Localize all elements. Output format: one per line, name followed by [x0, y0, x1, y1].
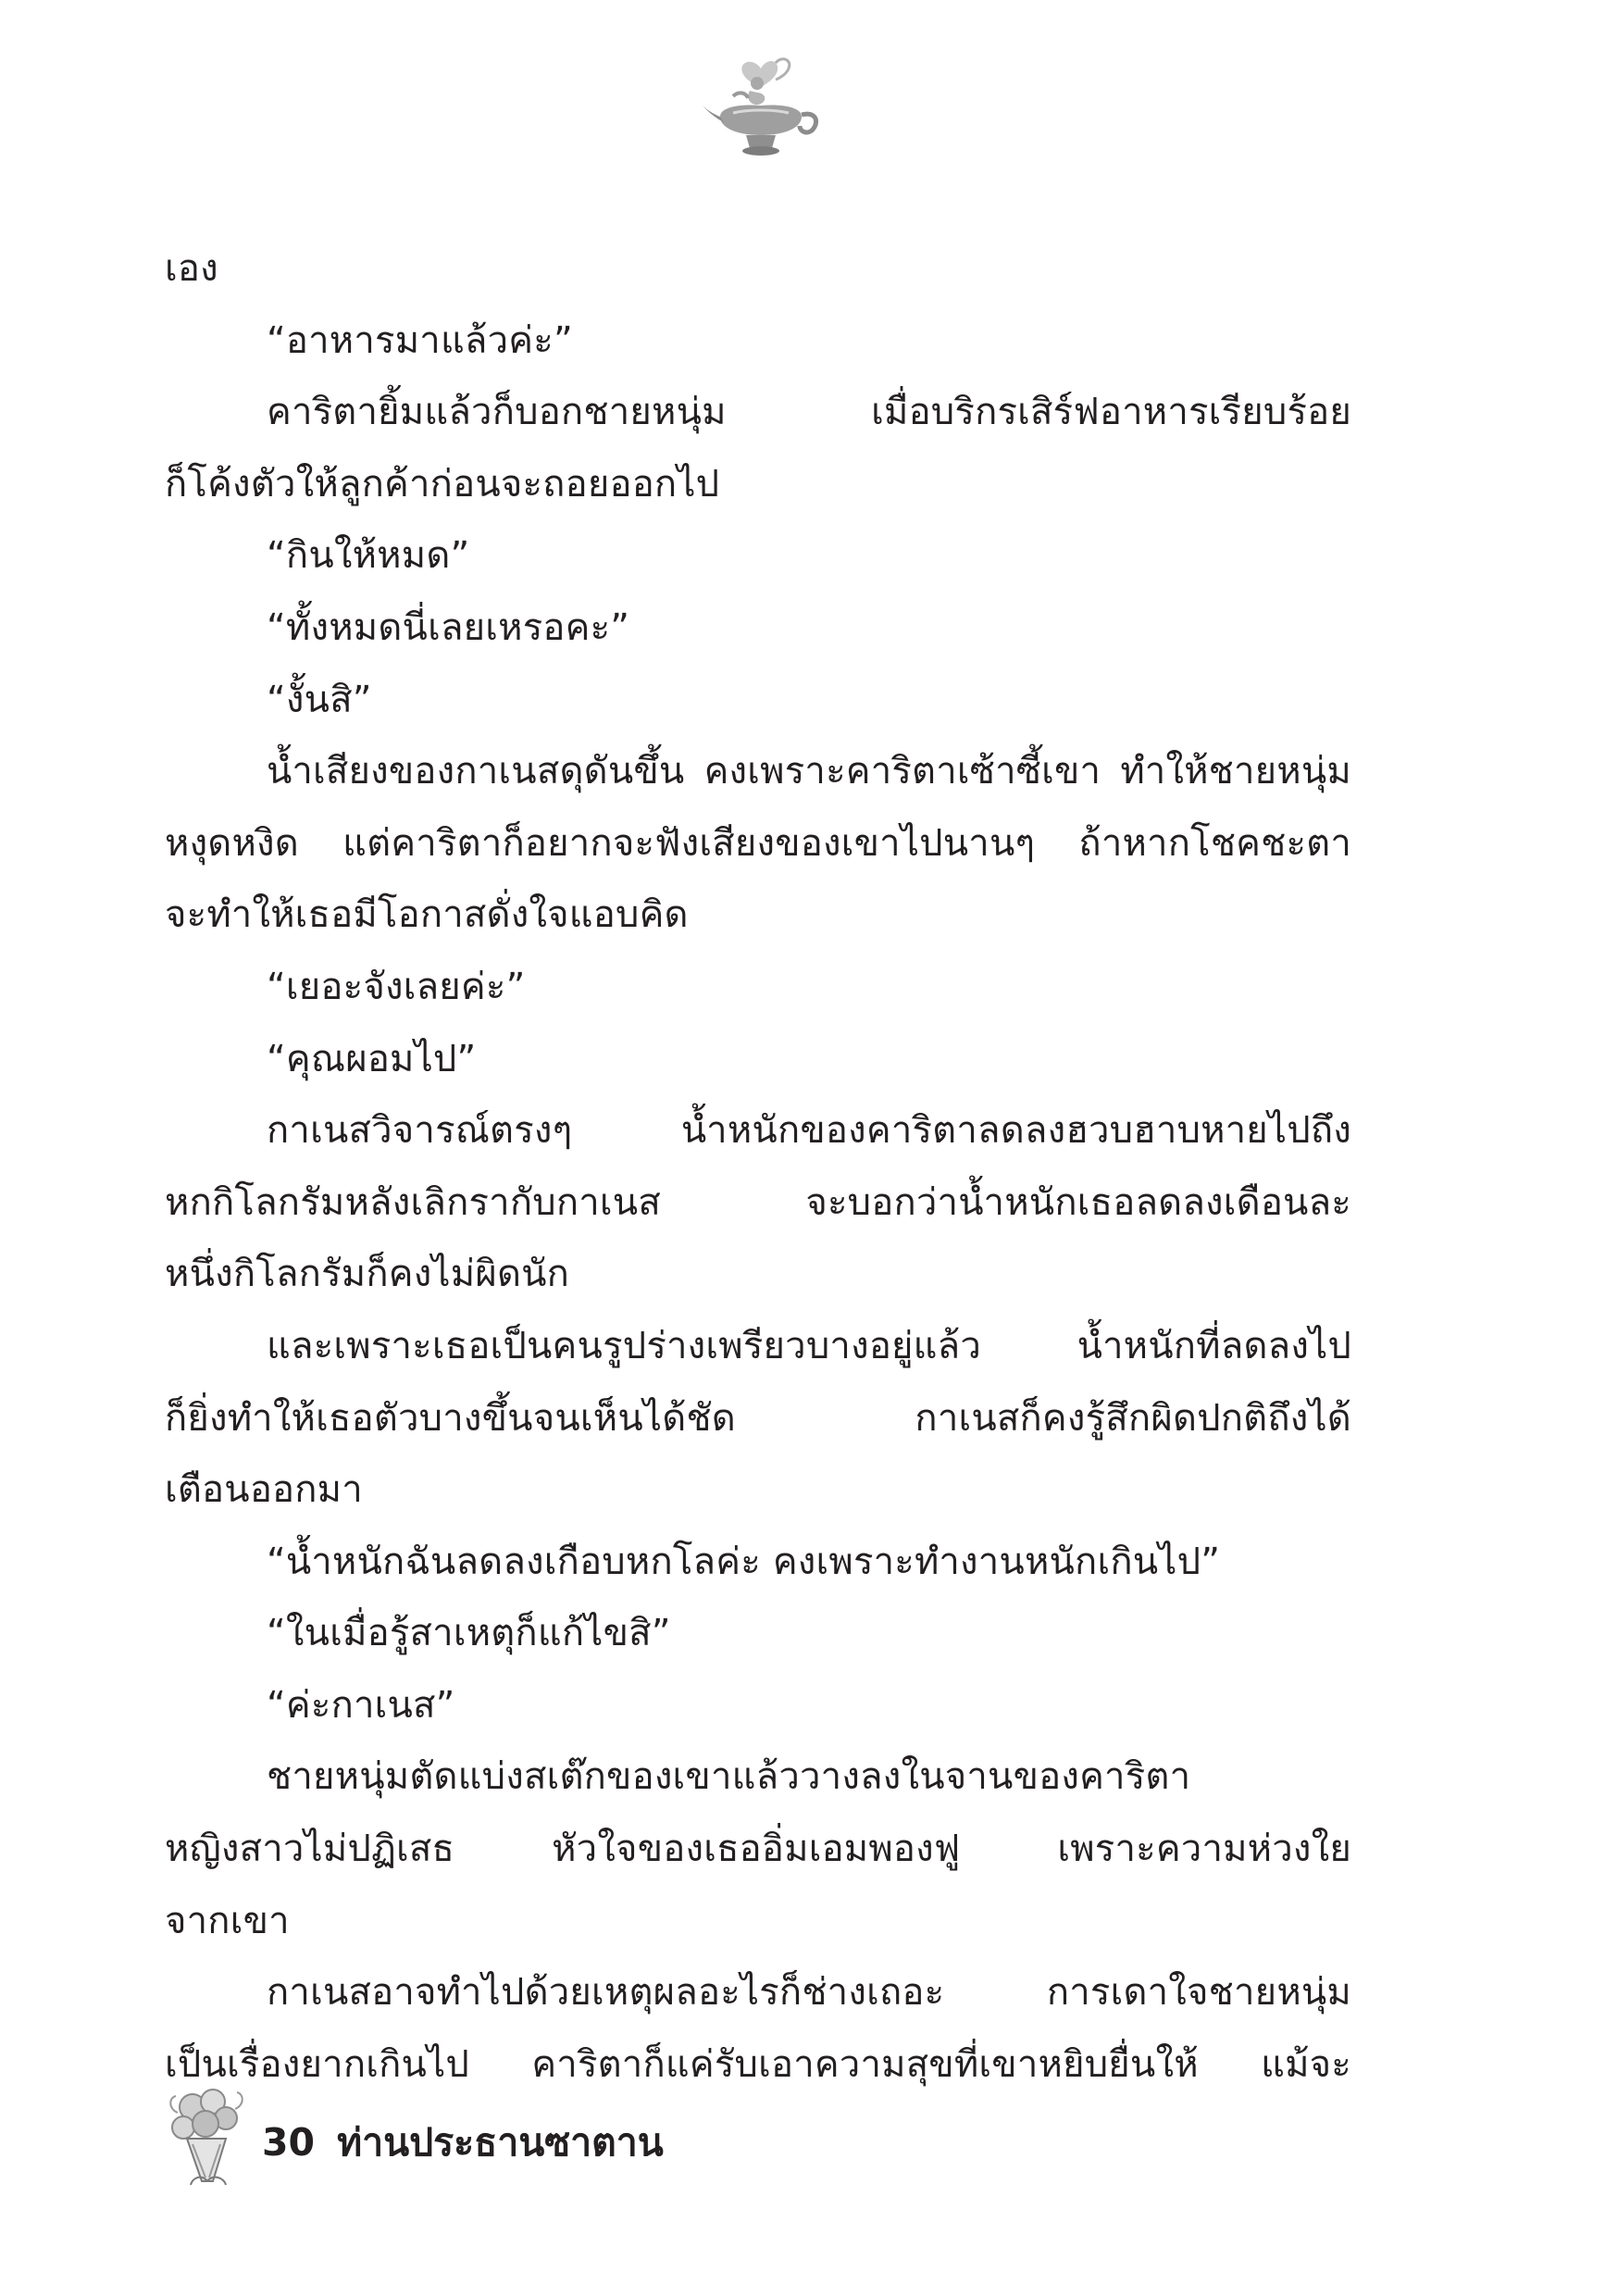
text-line: “กินให้หมด”: [267, 534, 470, 578]
footer-text: [262, 2113, 664, 2173]
text-line: เอง: [165, 247, 218, 290]
text-line: ชายหนุ่มตัดแบ่งสเต๊กของเขาแล้ววางลงในจานของคาริตา: [267, 1755, 1191, 1799]
text-line: น้ำเสียงของกาเนสดุดันขึ้น คงเพราะคาริตาเซ้าซี้เขา ทำให้ชายหนุ่ม: [267, 750, 1351, 793]
teapot-cupid-ornament-icon: [696, 56, 826, 162]
text-line: คาริตายิ้มแล้วก็บอกชายหนุ่ม เมื่อบริกรเสิร์ฟอาหารเรียบร้อย: [267, 391, 1351, 434]
text-line: จะทำให้เธอมีโอกาสดั่งใจแอบคิด: [165, 893, 689, 937]
text-line: “ทั้งหมดนี่เลยเหรอคะ”: [267, 605, 630, 649]
text-line: “คุณผอมไป”: [267, 1037, 477, 1080]
page-number: 30: [262, 2120, 316, 2165]
text-line: จากเขา: [165, 1899, 290, 1942]
text-line: “ในเมื่อรู้สาเหตุก็แก้ไขสิ”: [267, 1612, 671, 1655]
text-line: เป็นเรื่องยากเกินไป คาริตาก็แค่รับเอาความสุขที่เขาหยิบยื่นให้ แม้จะ: [165, 2042, 1351, 2086]
text-line: “อาหารมาแล้วค่ะ”: [267, 318, 573, 362]
text-line: ก็ยิ่งทำให้เธอตัวบางขึ้นจนเห็นได้ชัด กาเนสก็คงรู้สึกผิดปกติถึงได้: [165, 1396, 1351, 1440]
text-line: “งั้นสิ”: [267, 678, 372, 721]
flower-bouquet-icon: [165, 2085, 248, 2187]
text-line: “เยอะจังเลยค่ะ”: [267, 965, 526, 1008]
text-line: และเพราะเธอเป็นคนรูปร่างเพรียวบางอยู่แล้ว น้ำหนักที่ลดลงไป: [267, 1324, 1351, 1367]
text-line: หญิงสาวไม่ปฏิเสธ หัวใจของเธออิ่มเอมพองฟู เพราะความห่วงใย: [165, 1828, 1351, 1871]
text-line: หกกิโลกรัมหลังเลิกรากับกาเนส จะบอกว่าน้ำหนักเธอลดลงเดือนละ: [165, 1180, 1351, 1224]
book-title: ท่านประธานซาตาน: [337, 2120, 664, 2165]
text-line: หนึ่งกิโลกรัมก็คงไม่ผิดนัก: [165, 1253, 570, 1296]
text-line: หงุดหงิด แต่คาริตาก็อยากจะฟังเสียงของเขาไปนานๆ ถ้าหากโชคชะตา: [165, 821, 1351, 865]
body-text: [165, 233, 1351, 2101]
text-line: กาเนสอาจทำไปด้วยเหตุผลอะไรก็ช่างเถอะ การเดาใจชายหนุ่ม: [267, 1971, 1351, 2015]
text-line: “ค่ะกาเนส”: [267, 1683, 455, 1727]
text-line: ก็โค้งตัวให้ลูกค้าก่อนจะถอยออกไป: [165, 462, 720, 505]
text-line: กาเนสวิจารณ์ตรงๆ น้ำหนักของคาริตาลดลงฮวบฮาบหายไปถึง: [267, 1109, 1351, 1153]
text-line: “น้ำหนักฉันลดลงเกือบหกโลค่ะ คงเพราะทำงานหนักเกินไป”: [267, 1540, 1221, 1583]
page-footer: [165, 2085, 998, 2187]
text-line: เตือนออกมา: [165, 1468, 363, 1512]
